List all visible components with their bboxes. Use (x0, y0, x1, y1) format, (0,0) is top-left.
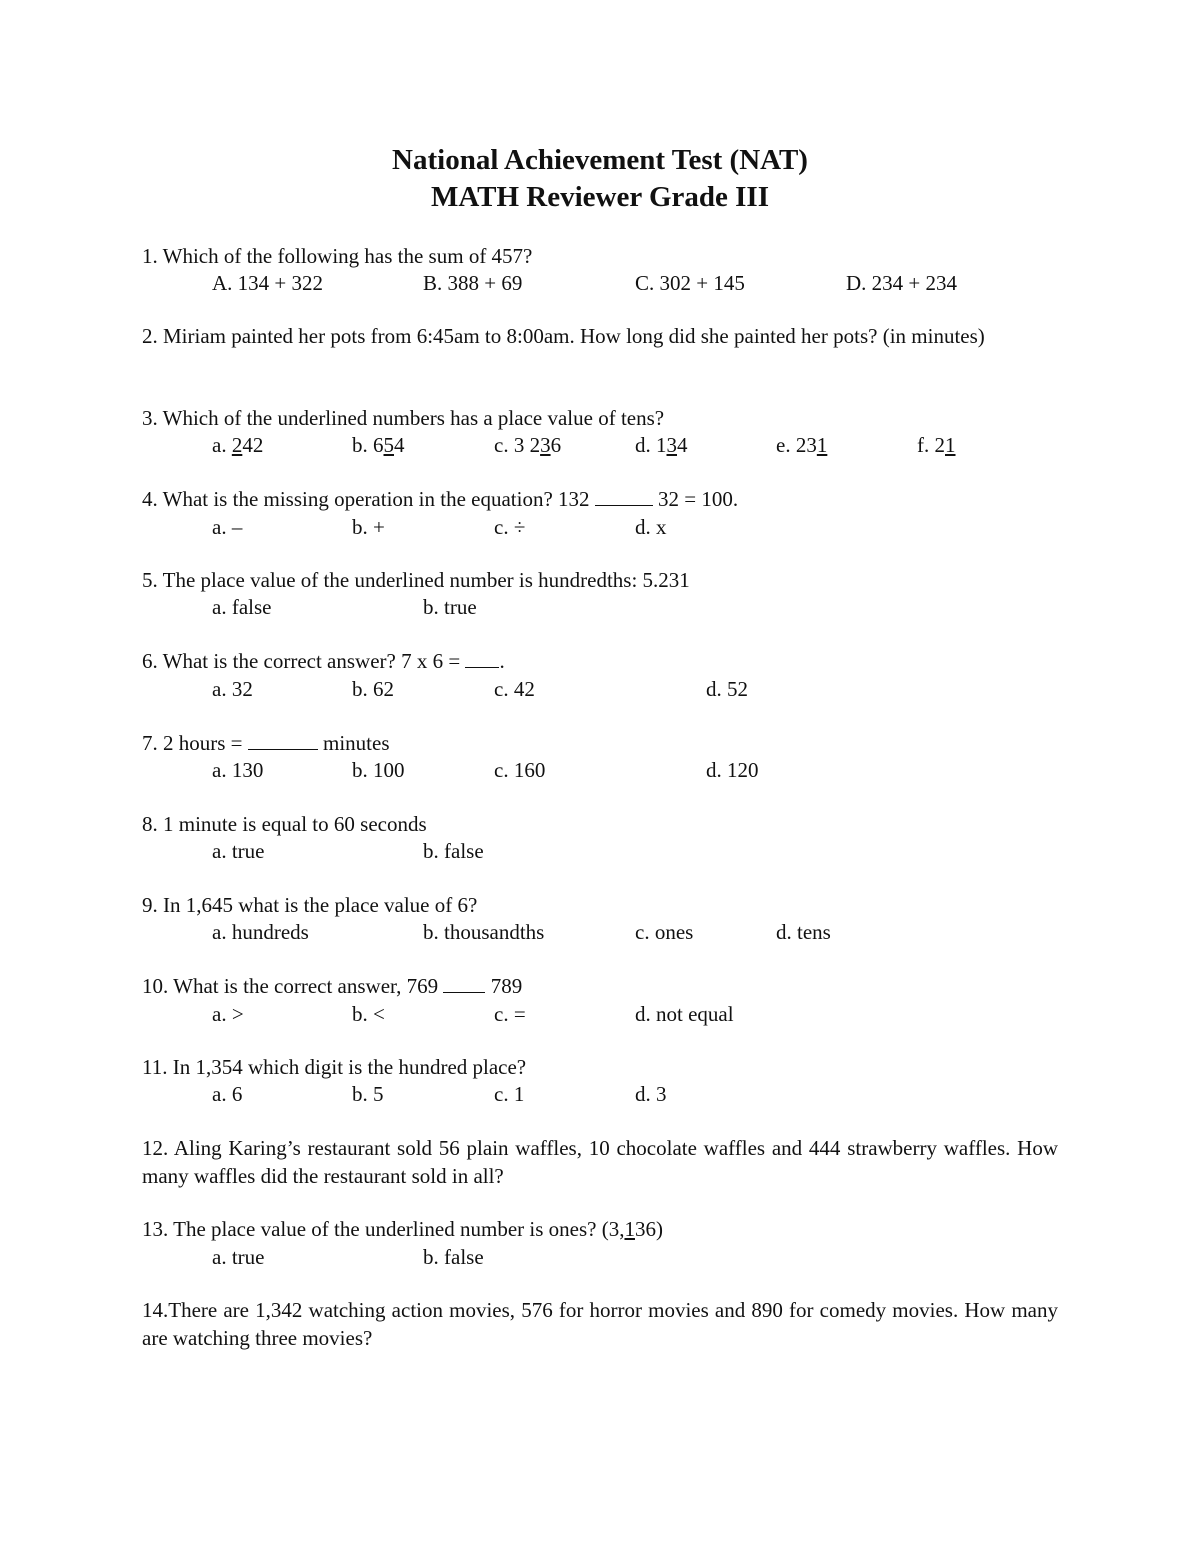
q3-option-d: d. 134 (635, 433, 688, 457)
q4-option-a: a. – (212, 515, 243, 539)
q7-option-a: a. 130 (212, 758, 264, 782)
q9-option-c: c. ones (635, 920, 694, 944)
q10-option-b: b. < (352, 1002, 385, 1026)
q8-option-b: b. false (423, 839, 484, 863)
question-3: 3. Which of the underlined numbers has a place value of tens? (142, 406, 665, 430)
q5-option-a: a. false (212, 595, 272, 619)
q6-option-d: d. 52 (706, 677, 748, 701)
q1-option-a: A. 134 + 322 (212, 271, 324, 295)
answer-blank (443, 974, 485, 993)
question-2: 2. Miriam painted her pots from 6:45am to 8:00am. How long did she painted her pots? (in minutes) (142, 324, 985, 348)
q5-option-b: b. true (423, 595, 477, 619)
q7-option-d: d. 120 (706, 758, 759, 782)
q3-option-f: f. 21 (917, 433, 956, 457)
q3-option-c: c. 3 236 (494, 433, 562, 457)
q11-option-d: d. 3 (635, 1082, 667, 1106)
question-14: 14.There are 1,342 watching action movies, 576 for horror movies and 890 for comedy movies. How many are watching three movies? (142, 1298, 1058, 1350)
q9-option-b: b. thousandths (423, 920, 545, 944)
question-7: 7. 2 hours = minutes (142, 731, 390, 755)
q10-option-c: c. = (494, 1002, 526, 1026)
q1-option-d: D. 234 + 234 (846, 271, 958, 295)
q13-option-b: b. false (423, 1245, 484, 1269)
q6-option-b: b. 62 (352, 677, 394, 701)
question-8: 8. 1 minute is equal to 60 seconds (142, 812, 427, 836)
question-4: 4. What is the missing operation in the equation? 132 32 = 100. (142, 487, 739, 511)
q11-option-c: c. 1 (494, 1082, 525, 1106)
title-line-2: MATH Reviewer Grade III (430, 181, 769, 213)
q1-option-c: C. 302 + 145 (635, 271, 745, 295)
q7-option-c: c. 160 (494, 758, 546, 782)
question-5: 5. The place value of the underlined number is hundredths: 5.231 (142, 568, 690, 592)
question-11: 11. In 1,354 which digit is the hundred place? (142, 1055, 527, 1079)
q11-option-a: a. 6 (212, 1082, 243, 1106)
q11-option-b: b. 5 (352, 1082, 384, 1106)
q3-option-b: b. 654 (352, 433, 405, 457)
question-13: 13. The place value of the underlined number is ones? (3,136) (142, 1217, 663, 1241)
answer-blank (248, 731, 318, 750)
q4-option-b: b. + (352, 515, 385, 539)
q10-option-a: a. > (212, 1002, 244, 1026)
q7-option-b: b. 100 (352, 758, 405, 782)
q4-option-d: d. x (635, 515, 667, 539)
answer-blank (595, 487, 653, 506)
question-12: 12. Aling Karing’s restaurant sold 56 plain waffles, 10 chocolate waffles and 444 strawberry waffles. How many waffles did the restaurant sold in all? (142, 1136, 1058, 1188)
q3-option-a: a. 242 (212, 433, 264, 457)
q1-option-b: B. 388 + 69 (423, 271, 523, 295)
q4-option-c: c. ÷ (494, 515, 526, 539)
question-9: 9. In 1,645 what is the place value of 6? (142, 893, 478, 917)
q6-option-c: c. 42 (494, 677, 535, 701)
question-10: 10. What is the correct answer, 769 789 (142, 974, 523, 998)
title-line-1: National Achievement Test (NAT) (392, 144, 808, 176)
q9-option-d: d. tens (776, 920, 831, 944)
answer-blank (465, 649, 499, 668)
q8-option-a: a. true (212, 839, 265, 863)
q9-option-a: a. hundreds (212, 920, 309, 944)
q6-option-a: a. 32 (212, 677, 253, 701)
q3-option-e: e. 231 (776, 433, 828, 457)
question-1: 1. Which of the following has the sum of 457? (142, 244, 533, 268)
q10-option-d: d. not equal (635, 1002, 734, 1026)
question-6: 6. What is the correct answer? 7 x 6 = . (142, 649, 505, 673)
q13-option-a: a. true (212, 1245, 265, 1269)
